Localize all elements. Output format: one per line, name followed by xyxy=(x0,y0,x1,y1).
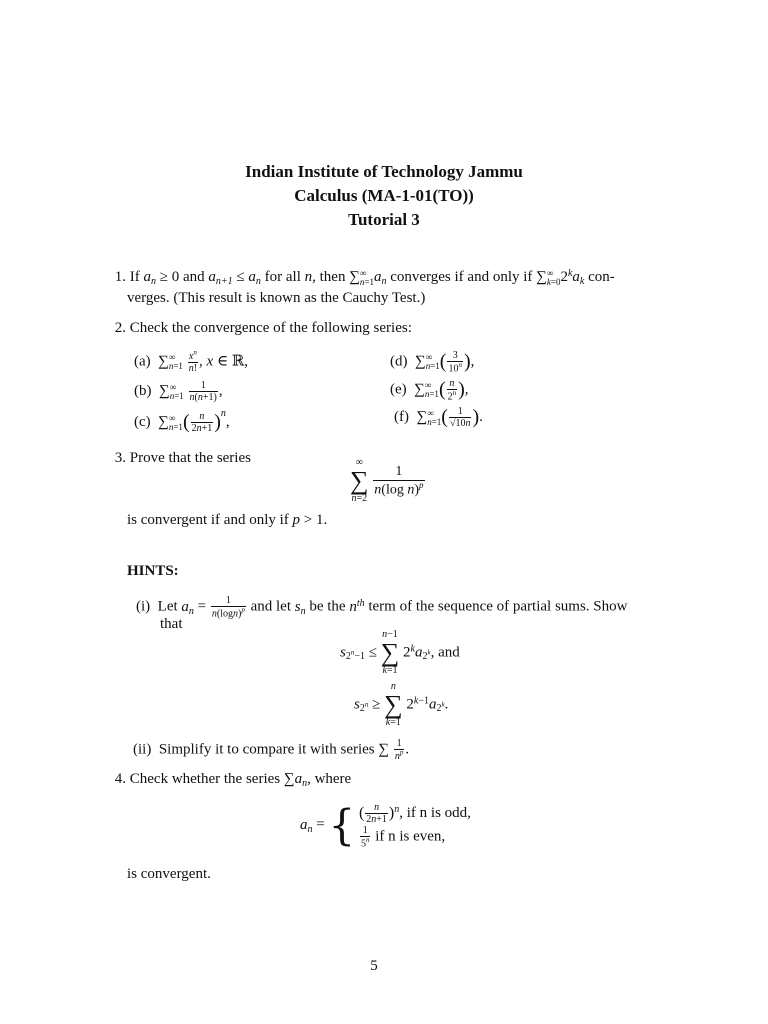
hint-i-line-2: that xyxy=(160,616,183,632)
series-a: (a) ∑ ∞ n=1 $\frac{x^n}{n!}$ , x ∈ ℝ, xyxy=(134,349,249,375)
institute-title: Indian Institute of Technology Jammu xyxy=(245,162,523,181)
text: converges if and only if xyxy=(386,269,537,285)
text: If xyxy=(129,269,144,285)
page-number: 5 xyxy=(370,958,378,974)
text: for all xyxy=(260,269,305,285)
question-3-intro: Prove that the series xyxy=(129,450,251,466)
text: and xyxy=(179,269,209,285)
question-4: 4. Check whether the series $\sum a_n$, where xyxy=(100,771,351,789)
question-4-conclusion: is convergent. xyxy=(127,866,211,882)
text: be the xyxy=(305,598,350,615)
question-2 xyxy=(100,320,412,337)
piecewise-definition: $a_n$ = { ( $\frac{n}{2n+1}$ )$^n$, if n is odd, $\frac{1}{5^n}$ if n is even, xyxy=(300,800,471,850)
question-1-line-2: verges. (This result is known as the Cauchy Test.) xyxy=(127,290,426,306)
text: . xyxy=(323,512,328,528)
label: (i) xyxy=(136,598,151,615)
series-e: (e) ∑ ∞ n=1 ( $\frac{n}{2^n}$ ), xyxy=(390,378,469,403)
question-3-conclusion: is convergent if and only if p > 1. xyxy=(127,512,328,528)
text: and let xyxy=(250,598,295,615)
hint-i: (i) Let $a_n$ = $\frac{1}{n(\log n)^p}$ and let $s_n$ be the $n^{th}$ term of the sequence of partial sums. Show xyxy=(136,595,628,620)
text: Let xyxy=(157,598,182,615)
text: , then xyxy=(312,269,350,285)
question-3 xyxy=(100,450,251,467)
label: (d) xyxy=(390,353,408,370)
question-number: 3. xyxy=(114,450,126,466)
label: (ii) xyxy=(133,741,152,758)
text: , where xyxy=(307,771,352,787)
course-title: Calculus (MA-1-01(TO)) xyxy=(294,186,474,205)
label: (c) xyxy=(134,414,151,430)
text: if n is even, xyxy=(371,828,446,845)
question-number: 4. xyxy=(114,771,126,787)
question-1: 1. If $a_n \ge 0$ and $a_{n+1} \le a_n$ for all n, then ∑ ∞ n=1 $a_n$ converges if and only if ∑ ∞ k=0 $2^ka_k$ con- xyxy=(100,268,660,287)
question-number: 1. xyxy=(114,269,126,285)
text: term of the sequence of partial sums. Show xyxy=(364,598,628,615)
series-b: (b) ∑ ∞ n=1 $\frac{1}{n(n+1)}$ , xyxy=(134,380,223,403)
series-c: (c) ∑ ∞ n=1 ( $\frac{n}{2n+1}$ )$^n$, xyxy=(134,408,230,435)
question-number: 2. xyxy=(114,320,126,336)
series-display: ∞ ∑ n=2 $\frac{1}{n(\log n)^p}$ xyxy=(350,457,424,504)
label: (e) xyxy=(390,381,407,398)
series-d: (d) ∑ ∞ n=1 ( $\frac{3}{10^n}$ ), xyxy=(390,350,475,375)
text: Check whether the series xyxy=(129,771,284,787)
text: Simplify it to compare it with series xyxy=(158,741,379,758)
series-f: (f) ∑ ∞ n=1 ( $\frac{1}{√10n}$ ). xyxy=(394,406,483,429)
label: (a) xyxy=(134,353,151,370)
question-2-intro: Check the convergence of the following series: xyxy=(129,320,412,336)
text: , if n is odd, xyxy=(399,804,471,821)
tutorial-title: Tutorial 3 xyxy=(348,210,420,229)
text: con- xyxy=(584,269,615,285)
hints-title: HINTS: xyxy=(127,563,179,579)
text: , and xyxy=(430,644,460,661)
label: (f) xyxy=(394,408,409,425)
label: (b) xyxy=(134,382,152,399)
text: is convergent if and only if xyxy=(127,512,293,528)
inequality-1: $s_{2^n-1}$ ≤ n−1 ∑ k=1 $2^ka_{2^k}$, and xyxy=(340,629,460,676)
hint-ii: (ii) Simplify it to compare it with series ∑ $\frac{1}{n^p}$ . xyxy=(133,738,410,763)
inequality-2: $s_{2^n}$ ≥ n ∑ k=1 $2^{k-1}a_{2^k}$. xyxy=(354,681,449,728)
